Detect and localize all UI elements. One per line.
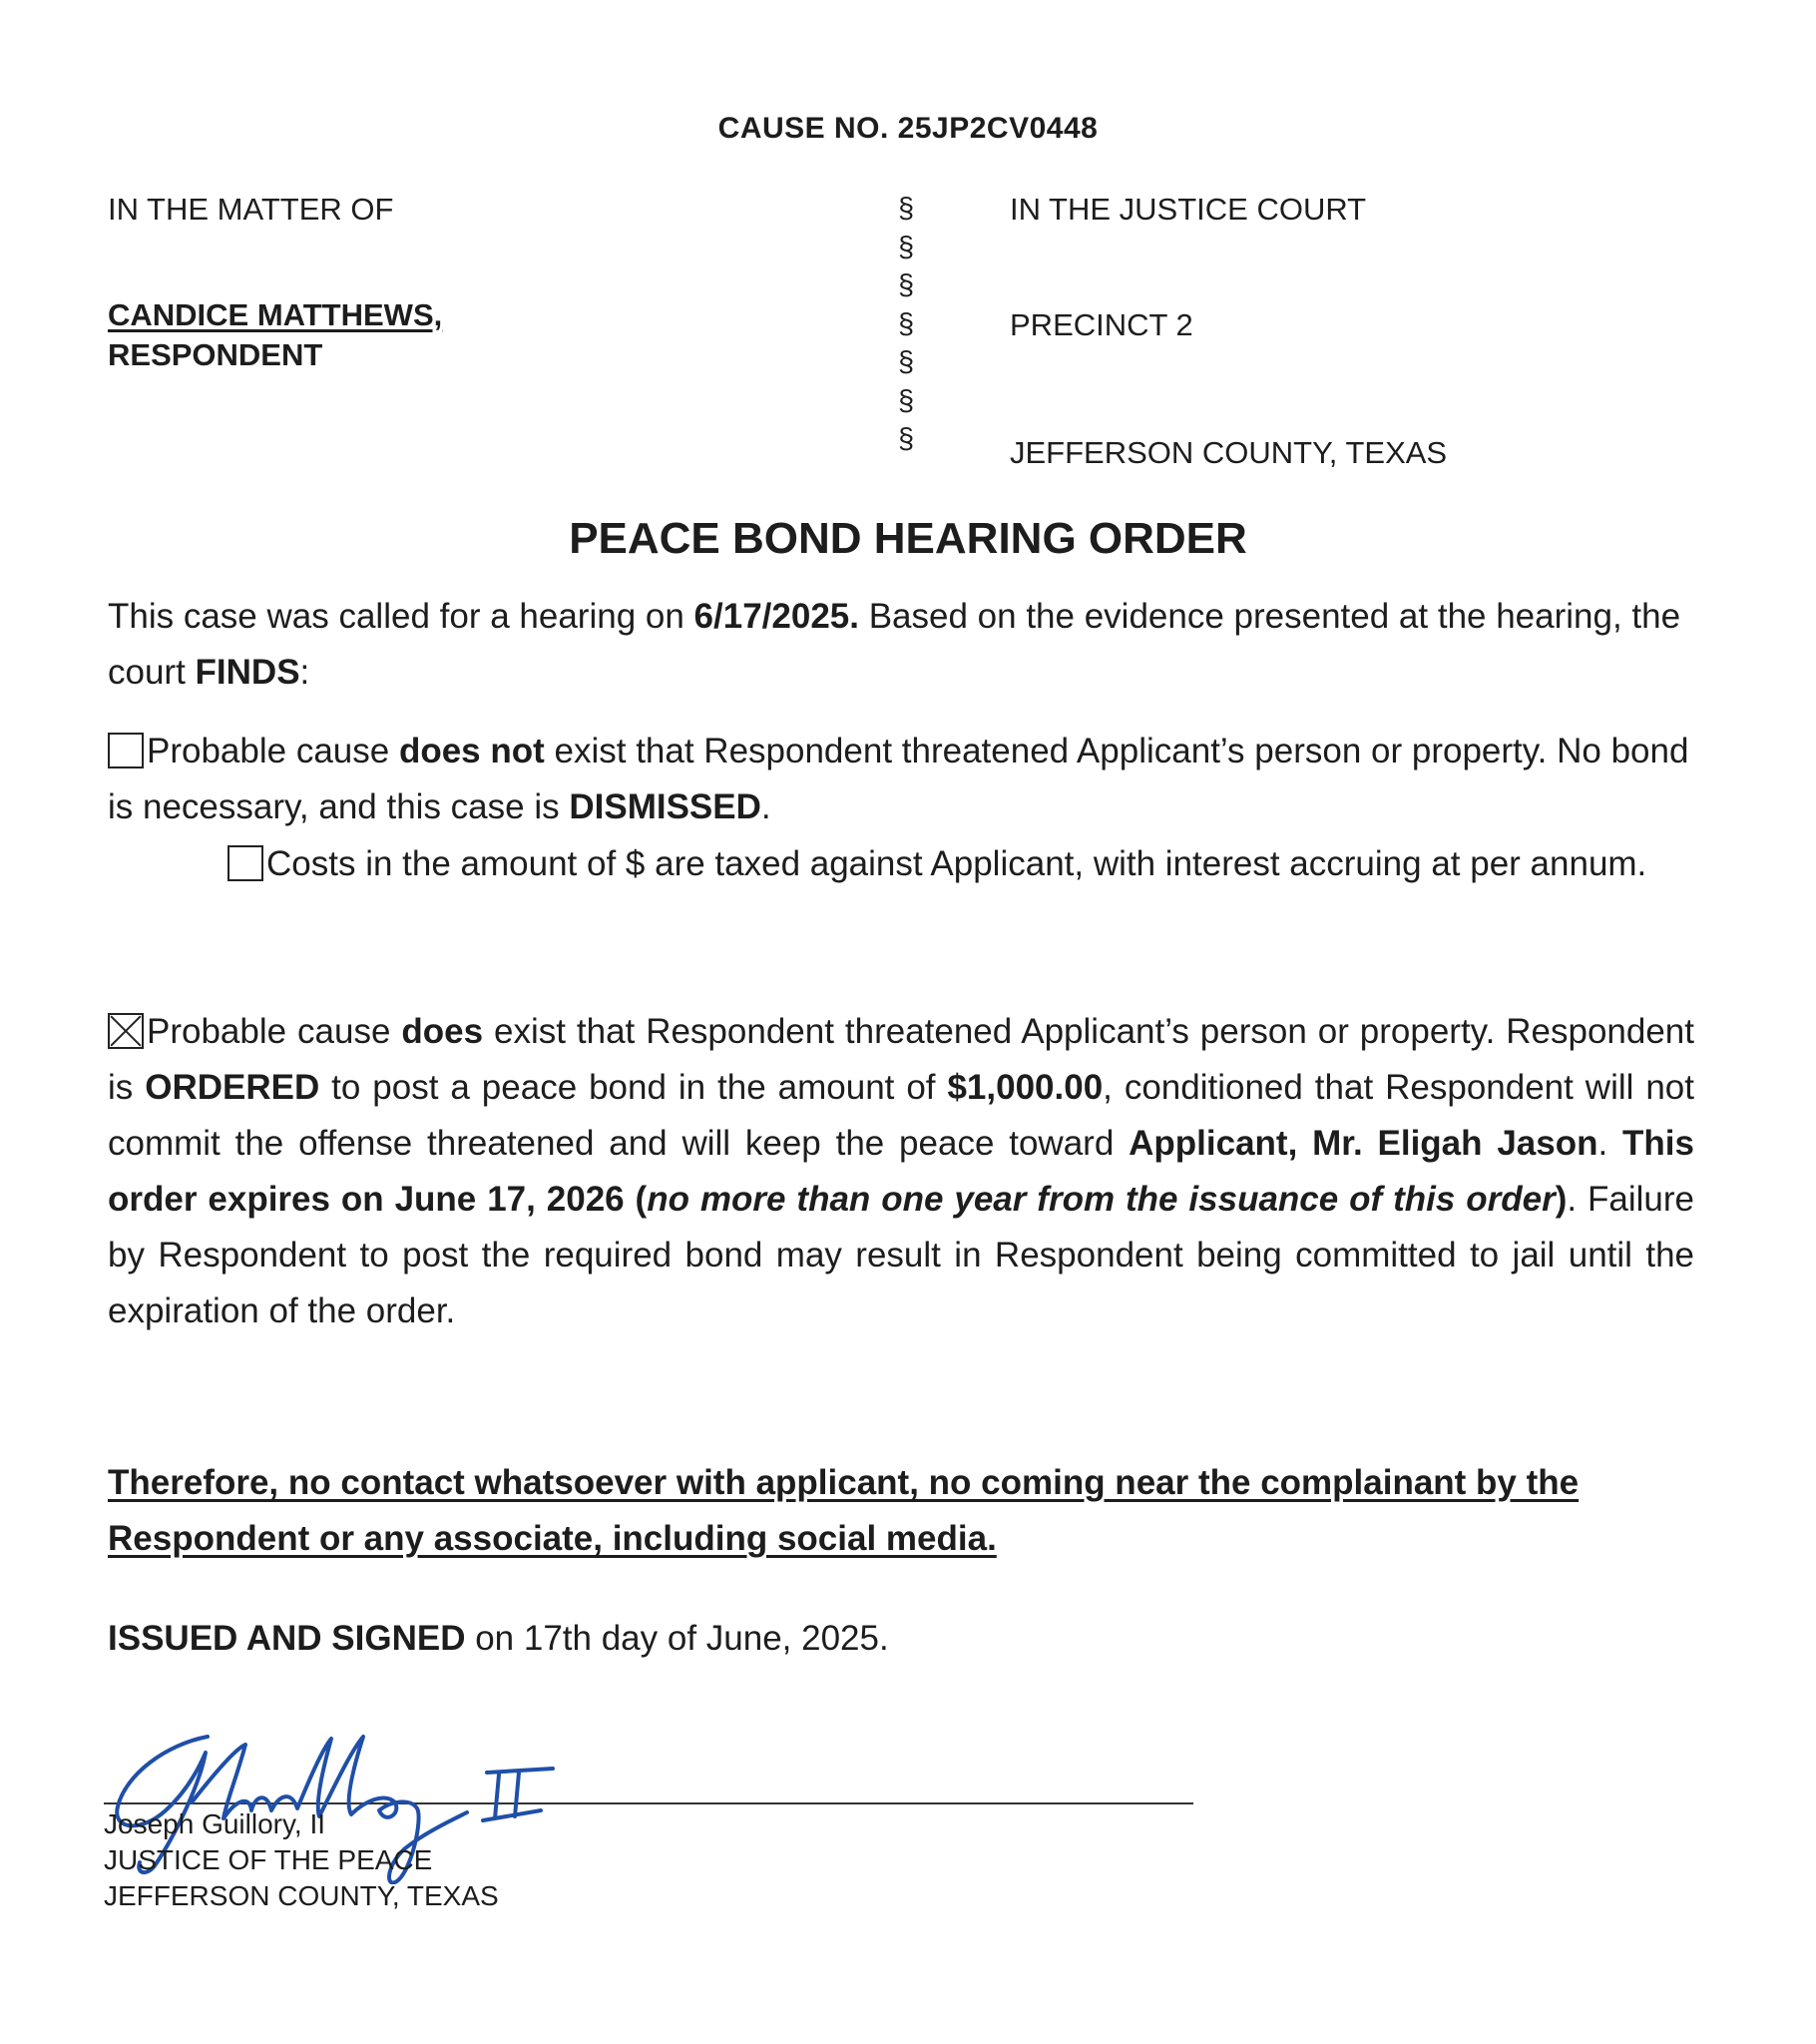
- signer-name: Joseph Guillory, II: [104, 1808, 326, 1839]
- option-text: .: [1597, 1124, 1623, 1163]
- matter-label: IN THE MATTER OF: [108, 192, 394, 227]
- costs-option: [227, 836, 1694, 892]
- option-text: exist that Respondent threatened Applicant’s person or property. No bond is necessary, and this case is: [108, 732, 1689, 826]
- section-mark: §: [898, 307, 915, 340]
- option-text: to post a peace bond in the amount of: [319, 1068, 948, 1107]
- caption-left: [108, 190, 442, 375]
- bond-amount: $1,000.00: [947, 1068, 1104, 1107]
- issued-line: [108, 1611, 1694, 1667]
- option-emphasis: does not: [398, 732, 545, 770]
- option-emphasis: does: [401, 1012, 484, 1051]
- signer-office: JUSTICE OF THE PEACE: [104, 1844, 433, 1875]
- respondent-block: [108, 295, 442, 375]
- intro-text: :: [299, 653, 310, 692]
- expiration-close: ): [1555, 1180, 1568, 1219]
- issued-date: on 17th day of June, 2025.: [465, 1619, 889, 1658]
- section-mark: §: [898, 269, 915, 301]
- respondent-role: RESPONDENT: [108, 337, 323, 372]
- respondent-name: CANDICE MATTHEWS,: [108, 297, 443, 332]
- section-mark: §: [898, 384, 915, 417]
- section-mark: §: [898, 193, 915, 225]
- precinct: PRECINCT 2: [1010, 307, 1193, 342]
- option-text: exist that Respondent threatened Applicant’s person or property. Respondent is: [108, 1012, 1694, 1107]
- issued-label: ISSUED AND SIGNED: [108, 1619, 466, 1658]
- signer-county: JEFFERSON COUNTY, TEXAS: [104, 1880, 499, 1911]
- intro-paragraph: [108, 589, 1694, 701]
- ordered-label: ORDERED: [145, 1068, 320, 1107]
- option-text: , conditioned that Respondent will not commit the offense threatened and will keep the peace toward: [108, 1068, 1694, 1163]
- intro-text: This case was called for a hearing on: [108, 597, 694, 636]
- dismissed-label: DISMISSED: [569, 787, 761, 826]
- section-mark: §: [898, 346, 915, 378]
- option-text: Probable cause: [147, 1012, 402, 1051]
- option-text: . Failure by Respondent to post the required bond may result in Respondent being committed to jail until the expiration of the order.: [108, 1180, 1695, 1330]
- no-probable-cause-option: [108, 724, 1694, 835]
- cause-checkbox[interactable]: [108, 1013, 144, 1049]
- court-name: IN THE JUSTICE COURT: [1010, 192, 1367, 227]
- applicant-name: Applicant, Mr. Eligah Jason: [1129, 1124, 1598, 1163]
- signer-block: [104, 1806, 499, 1914]
- probable-cause-option: [108, 1004, 1694, 1339]
- cause-number: CAUSE NO. 25JP2CV0448: [717, 112, 1099, 145]
- option-text: Probable cause: [147, 732, 399, 770]
- costs-checkbox[interactable]: [227, 845, 263, 881]
- intro-text: Based on the evidence presented at the hearing, the court: [108, 597, 1681, 692]
- hearing-date: 6/17/2025.: [693, 597, 859, 636]
- costs-text: Costs in the amount of $ are taxed against Applicant, with interest accruing at per annum.: [266, 844, 1647, 883]
- section-mark: §: [898, 423, 915, 455]
- expiration-note: no more than one year from the issuance of this order: [647, 1180, 1556, 1219]
- finds-label: FINDS: [195, 653, 300, 692]
- no-cause-checkbox[interactable]: [108, 733, 144, 768]
- no-contact-order: Therefore, no contact whatsoever with applicant, no coming near the complainant by the Respondent or any associate, including social media.: [108, 1463, 1580, 1558]
- option-text: .: [760, 787, 771, 826]
- county: JEFFERSON COUNTY, TEXAS: [1010, 435, 1448, 470]
- expiration-text: This order expires on June 17, 2026 (: [108, 1124, 1694, 1219]
- section-mark: §: [898, 231, 915, 263]
- section-marks-column: [898, 190, 914, 459]
- document-title: PEACE BOND HEARING ORDER: [569, 514, 1247, 563]
